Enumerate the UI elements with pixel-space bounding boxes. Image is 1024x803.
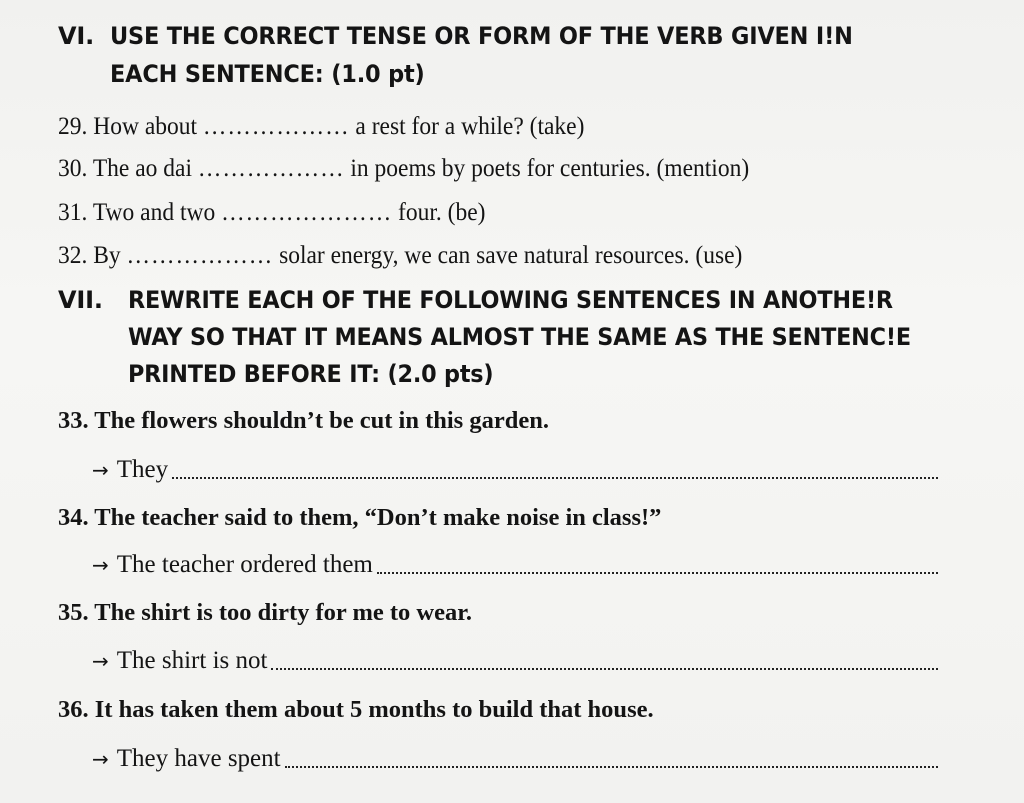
answer-start-35: The shirt is not [116, 647, 268, 674]
answer-line-34[interactable] [377, 570, 938, 574]
section-vii-heading-line-2: WAY SO THAT IT MEANS ALMOST THE SAME AS THE SENTENC!E [128, 323, 911, 351]
answer-start-36: They have spent [116, 745, 281, 772]
question-30-text: 30. The ao dai [58, 155, 193, 182]
question-36: 36. It has taken them about 5 months to build that house. [58, 696, 654, 723]
answer-row-34 [92, 550, 938, 580]
section-vi-heading-line-2: EACH SENTENCE: (1.0 pt) [110, 60, 425, 88]
question-32-text: 32. By [58, 242, 121, 269]
question-30-rest: in poems by poets for centuries. (mention) [350, 155, 750, 182]
question-32-rest: solar energy, we can save natural resources. (use) [279, 242, 743, 269]
question-29-rest: a rest for a while? (take) [355, 113, 585, 140]
section-vi-heading-line-1: USE THE CORRECT TENSE OR FORM OF THE VERB GIVEN I!N [110, 22, 853, 50]
answer-row-36 [92, 744, 938, 774]
arrow-icon: → [92, 649, 109, 673]
section-vi-heading [58, 17, 978, 93]
question-34: 34. The teacher said to them, “Don’t make noise in class!” [58, 504, 662, 531]
question-32 [58, 241, 742, 271]
answer-start-33: They [116, 456, 169, 483]
section-vii-heading [58, 281, 978, 393]
answer-blank-30[interactable]: ……………… [197, 155, 345, 182]
answer-row-33 [92, 455, 938, 485]
question-35: 35. The shirt is too dirty for me to wear. [58, 599, 472, 626]
section-vii-heading-line-1: REWRITE EACH OF THE FOLLOWING SENTENCES IN ANOTHE!R [128, 286, 893, 314]
arrow-icon: → [92, 553, 109, 577]
answer-blank-29[interactable]: ……………… [202, 113, 350, 140]
section-vii-number: VII. [58, 286, 103, 314]
section-vi-number: VI. [58, 22, 95, 50]
answer-blank-31[interactable]: ………………… [221, 199, 393, 226]
answer-line-33[interactable] [172, 475, 938, 479]
question-29-text: 29. How about [58, 113, 198, 140]
section-vii-heading-line-3: PRINTED BEFORE IT: (2.0 pts) [128, 360, 494, 388]
question-31-rest: four. (be) [398, 199, 486, 226]
question-31-text: 31. Two and two [58, 199, 216, 226]
answer-line-36[interactable] [285, 764, 938, 768]
arrow-icon: → [92, 747, 109, 771]
question-29 [58, 112, 584, 142]
arrow-icon: → [92, 458, 109, 482]
question-31 [58, 198, 485, 228]
answer-line-35[interactable] [271, 666, 938, 670]
question-33: 33. The flowers shouldn’t be cut in this garden. [58, 407, 549, 434]
answer-row-35 [92, 646, 938, 676]
question-30 [58, 154, 749, 184]
answer-start-34: The teacher ordered them [116, 551, 373, 578]
answer-blank-32[interactable]: ……………… [126, 242, 274, 269]
